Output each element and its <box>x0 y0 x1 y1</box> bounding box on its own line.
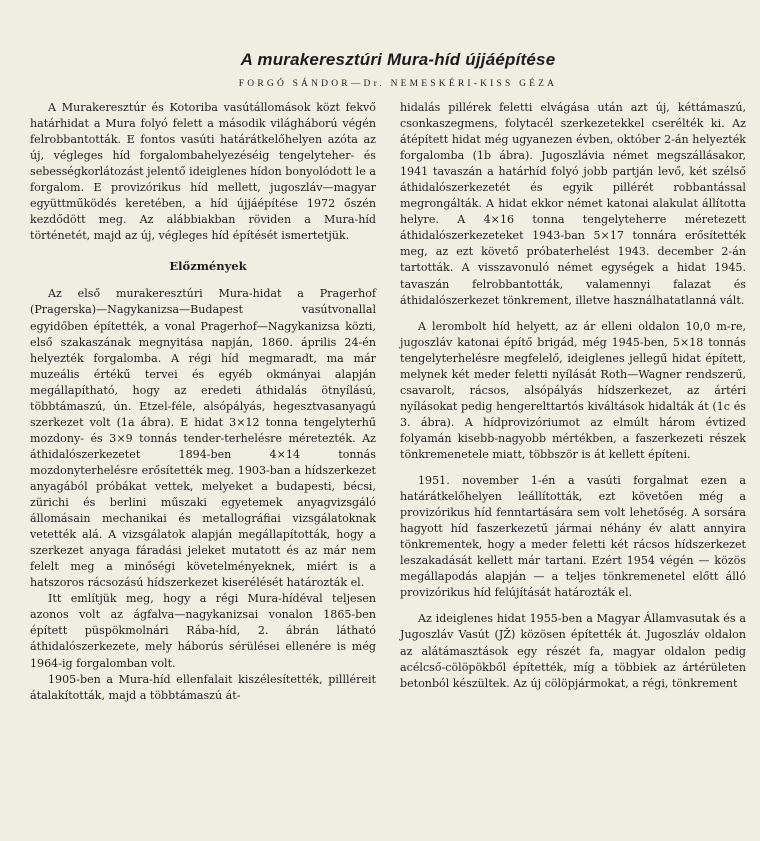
article-title: A murakeresztúri Mura-híd újjáépítése <box>240 50 556 69</box>
paragraph-1955: Az ideiglenes hidat 1955-ben a Magyar Államvasutak és a Jugoszláv Vasút (JŽ) közösen építették át. Jugoszláv oldalon az alátámasztások egy részét fa, magyar oldalon pedig acélcső-cölöpökből építették, míg a többiek az ártérületen betonból készültek. Az új cölöpjármokat, a régi, tönkrement <box>400 612 746 690</box>
paragraph-continuation: hidalás pillérek feletti elvágása után azt új, kéttámaszú, csonkaszegmens, folytacél szerkezetekkel cserélték ki. Az átépített hidat még ugyanezen évben, október 2-án helyezték forgalomba (1b ábra). Jugoszlávia német megszállásakor, 1941 tavaszán a határhíd folyó jobb partján levő, két szélső áthidalószerkezetét és egyik pillérét robbantással megrongálták. A hidat ekkor német katonai alakulat állította helyre. A 4×16 tonna tengelyteherre méretezett áthidalószerkezeteket 1943-ban 5×17 tonnára erősítették meg, az ezt követő próbaterhelést 1943. december 2-án tartották. A visszavonuló német egységek a hidat 1945. tavaszán felrobbantották, valamennyi falazat és áthidalószerkezet tönkrement, illetve használhatatlanná vált. <box>400 101 746 307</box>
paragraph-intro: A Murakeresztúr és Kotoriba vasútállomások közt fekvő határhidat a Mura folyó felett a második világháború végén felrobbantották. E fontos vasúti határátkelőhelyen azóta az új, végleges híd forgalombahelyezéséig tengelyteher- és sebességkorlátozást jelentő ideiglenes hídon bonyolódott le a forgalom. E provizórikus híd mellett, jugoszláv—magyar együttműködés keretében, a híd újjáépítése 1972 őszén kezdődött meg. Az alábbiakban röviden a Mura-híd történetét, majd az új, végleges híd építését ismertetjük. <box>30 101 376 243</box>
paragraph-first-bridge: Az első murakeresztúri Mura-hidat a Pragerhof (Pragerska)—Nagykanizsa—Budapest vasútvonallal egyidőben építették, a vonal Pragerhof—Nagykanizsa közti, első szakaszának megnyitása napján, 1860. április 24-én helyezték forgalomba. A régi híd megmaradt, ma már muzeális értékű tervei és egyéb okmányai alapján megállapítható, hogy az eredeti áthidalás ötnyílású, többtámaszú, ún. Etzel-féle, alsópályás, hegesztvasanyagú szerkezet volt (1a ábra). E hidat 3×12 tonna tengelyterhű mozdony- és 3×9 tonnás tender-terhelésre méretezték. Az áthidalószerkezetet 1894-ben 4×14 tonnás mozdonyterhelésre erősítették meg. 1903-ban a hídszerkezet anyagából próbákat vettek, melyeket a budapesti, bécsi, zürichi és berlini műszaki egyetemek anyagvizsgáló állomásain mechanikai és metallográfiai vizsgálatoknak vetették alá. A vizsgálatok alapján megállapították, hogy a szerkezet anyaga fáradási jeleket mutatott és az már nem felelt meg a minőségi követelményeknek, miért is a hatszoros rácsozású hídszerkezet kiserélését határozták el. <box>30 287 376 590</box>
article-body <box>30 100 746 836</box>
paragraph-provisional-bridge: A lerombolt híd helyett, az ár elleni oldalon 10,0 m-re, jugoszláv katonai építő brigád, még 1945-ben, 5×18 tonnás tengelyterhelésre megfelelő, ideiglenes jellegű hidat épített, melynek két meder feletti nyílását Roth—Wagner rendszerű, csavarolt, rácsos, alsópályás hídszerkezet, az ártéri nyílásokat pedig hengerelttartós kiváltások hidalták át (1c és 3. ábra). A hídprovizóriumot az elmúlt három évtized folyamán kisebb-nagyobb mértékben, a faszerkezeti részek tönkremenetele miatt, többször is át kellett építeni. <box>400 319 746 461</box>
paragraph-raba-bridge: Itt említjük meg, hogy a régi Mura-hídéval teljesen azonos volt az ágfalva—nagykanizsai vonalon 1865-ben épített püspökmolnári Rába-híd, 2. ábrán látható áthidalószerkezete, mely háborús sérülései ellenére is még 1964-ig forgalomban volt. <box>30 592 376 670</box>
article-authors: FORGÓ SÁNDOR—Dr. NEMESKÉRI-KISS GÉZA <box>238 79 558 89</box>
right-column <box>400 100 746 836</box>
section-heading-elozmenyek: Előzmények <box>169 259 247 274</box>
left-column <box>30 100 376 836</box>
paragraph-1905: 1905-ben a Mura-híd ellenfalait kiszélesítették, pillléreit átalakították, majd a többtámaszú át- <box>30 672 376 702</box>
paragraph-1951: 1951. november 1-én a vasúti forgalmat ezen a határátkelőhelyen leállították, ezt követően még a provizórikus híd fenntartására sem volt lehetőség. A sorsára hagyott híd faszerkezetű jármai néhány év alatt annyira tönkrementek, hogy a meder feletti két rácsos hídszerkezet leszakadását kellett már tartani. Ezért 1954 végén — közös megállapodás alapján — a teljes tönkremenetel előtt álló provizórikus híd felújítását határozták el. <box>400 474 746 600</box>
